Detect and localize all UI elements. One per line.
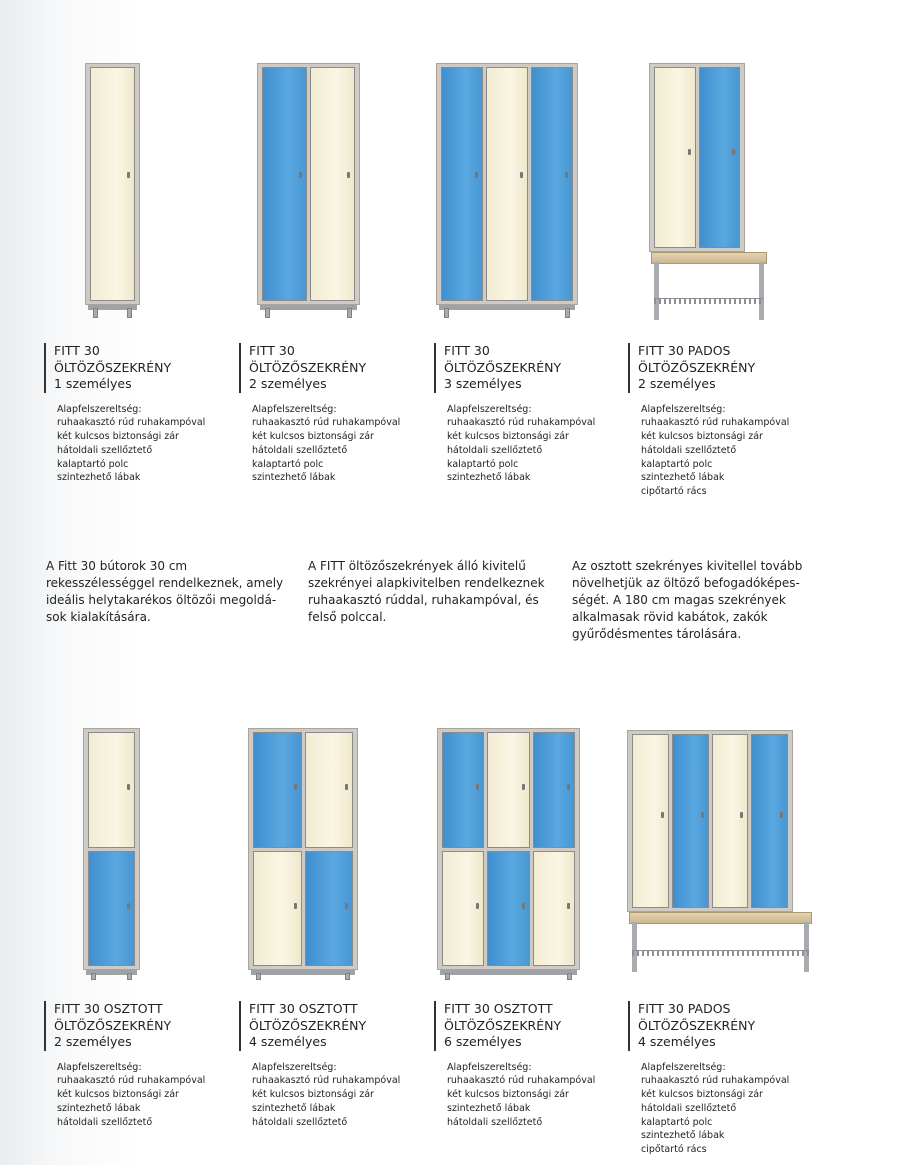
lock-icon: [522, 903, 525, 909]
door-column: [253, 732, 302, 966]
lock-icon: [732, 149, 735, 155]
features-label: Alapfelszereltség:: [252, 1061, 337, 1073]
paragraph-line: ideális helytakarékos öltözői megoldá-: [46, 593, 277, 607]
feature-item: két kulcsos biztonsági zár: [252, 1089, 374, 1101]
product-title: [44, 1001, 235, 1051]
locker-image: [649, 63, 767, 320]
product-title: [628, 343, 819, 393]
locker-door: [441, 67, 483, 301]
product-info: [435, 343, 625, 485]
lock-icon: [345, 784, 348, 790]
feature-item: szintezhető lábak: [252, 1102, 336, 1114]
door-column: [654, 67, 696, 248]
cabinet-base: [260, 305, 357, 310]
cabinet-leg: [91, 973, 96, 980]
lock-icon: [522, 784, 525, 790]
product-name-line: ÖLTÖZŐSZEKRÉNY: [638, 359, 756, 375]
paragraph-line: A FITT öltözőszekrények álló kivitelű: [308, 559, 526, 573]
feature-item: két kulcsos biztonsági zár: [447, 431, 569, 443]
door-column: [310, 67, 355, 301]
feature-item: szintezhető lábak: [252, 472, 336, 484]
feature-list: [641, 403, 819, 500]
lock-icon: [127, 784, 130, 790]
bench-frame: [632, 922, 809, 972]
cabinet-body: [248, 728, 358, 970]
product-info: [629, 343, 819, 499]
cabinet-body: [83, 728, 140, 970]
feature-item: szintezhető lábak: [447, 472, 531, 484]
feature-item: két kulcsos biztonsági zár: [641, 431, 763, 443]
feature-list: [447, 1061, 625, 1130]
cabinet-leg: [265, 308, 270, 318]
cabinet-leg: [345, 973, 350, 980]
lock-icon: [299, 172, 302, 178]
feature-item: hátoldali szellőztető: [447, 444, 543, 456]
feature-item: ruhaakasztó rúd ruhakampóval: [57, 417, 206, 429]
paragraph-line: növelhetjük az öltöző befogadóképes-: [572, 576, 800, 590]
feature-list: [641, 1061, 819, 1158]
bench-leg: [759, 262, 764, 320]
door-column: [486, 67, 528, 301]
feature-item: kalaptartó polc: [57, 458, 129, 470]
paragraph-line: gyűrődésmentes tárolására.: [572, 627, 742, 641]
cabinet-base: [439, 305, 575, 310]
lock-icon: [688, 149, 691, 155]
locker-image: [437, 728, 580, 980]
door-column: [672, 734, 709, 908]
cabinet-leg: [347, 308, 352, 318]
product-name-line: ÖLTÖZŐSZEKRÉNY: [444, 1017, 562, 1033]
lock-icon: [567, 903, 570, 909]
feature-item: két kulcsos biztonsági zár: [252, 431, 374, 443]
lock-icon: [476, 903, 479, 909]
lock-icon: [127, 903, 130, 909]
lock-icon: [127, 172, 130, 178]
feature-item: ruhaakasztó rúd ruhakampóval: [447, 1075, 596, 1087]
lock-icon: [294, 784, 297, 790]
lock-icon: [740, 812, 743, 818]
feature-item: cipőtartó rács: [641, 486, 707, 498]
locker-door: [305, 732, 354, 848]
door-column: [262, 67, 307, 301]
locker-door: [632, 734, 669, 908]
lock-icon: [567, 784, 570, 790]
product-name-line: ÖLTÖZŐSZEKRÉNY: [54, 359, 172, 375]
features-label: Alapfelszereltség:: [252, 403, 337, 415]
shoe-rack: [654, 298, 764, 304]
features-label: Alapfelszereltség:: [447, 1061, 532, 1073]
feature-item: kalaptartó polc: [641, 1116, 713, 1128]
product-name-line: FITT 30: [249, 343, 295, 358]
feature-item: kalaptartó polc: [641, 458, 713, 470]
product-name-line: FITT 30 OSZTOTT: [54, 1001, 163, 1016]
door-column: [712, 734, 749, 908]
feature-item: kalaptartó polc: [252, 458, 324, 470]
product-title: [239, 1001, 430, 1051]
product-title: [628, 1001, 819, 1051]
product-info: [240, 1001, 430, 1129]
product-title: [239, 343, 430, 393]
product-name-line: FITT 30: [54, 343, 100, 358]
paragraph-line: szekrényei alapkivitelben rendelkeznek: [308, 576, 545, 590]
features-label: Alapfelszereltség:: [447, 403, 532, 415]
locker-door: [486, 67, 528, 301]
locker-door: [88, 851, 135, 967]
product-capacity: 4 személyes: [249, 1034, 327, 1049]
cabinet-leg: [444, 308, 449, 318]
shoe-rack: [632, 950, 809, 956]
feature-item: ruhaakasztó rúd ruhakampóval: [641, 1075, 790, 1087]
standing-paragraph: [308, 558, 548, 626]
product-capacity: 4 személyes: [638, 1034, 716, 1049]
feature-item: hátoldali szellőztető: [641, 444, 737, 456]
cabinet-leg: [565, 308, 570, 318]
product-capacity: 2 személyes: [638, 376, 716, 391]
door-column: [533, 732, 575, 966]
product-name-line: FITT 30 OSZTOTT: [249, 1001, 358, 1016]
features-label: Alapfelszereltség:: [641, 1061, 726, 1073]
split-paragraph: [572, 558, 812, 643]
locker-door: [442, 851, 484, 967]
product-info: [435, 1001, 625, 1129]
locker-door: [751, 734, 788, 908]
product-info: [629, 1001, 819, 1157]
cabinet-leg: [256, 973, 261, 980]
product-info: [240, 343, 430, 485]
bench: [629, 912, 812, 972]
product-info: [45, 1001, 235, 1129]
lock-icon: [661, 812, 664, 818]
cabinet-leg: [445, 973, 450, 980]
door-column: [531, 67, 573, 301]
door-column: [487, 732, 529, 966]
locker-door: [533, 851, 575, 967]
paragraph-line: ségét. A 180 cm magas szekrények: [572, 593, 786, 607]
cabinet-body: [649, 63, 745, 252]
door-column: [88, 732, 135, 966]
feature-item: ruhaakasztó rúd ruhakampóval: [447, 417, 596, 429]
locker-image: [257, 63, 360, 318]
features-label: Alapfelszereltség:: [57, 403, 142, 415]
locker-image: [627, 730, 812, 972]
bench-leg: [632, 922, 637, 972]
cabinet-body: [627, 730, 793, 912]
paragraph-line: Az osztott szekrényes kivitellel tovább: [572, 559, 803, 573]
product-capacity: 2 személyes: [54, 1034, 132, 1049]
locker-door: [487, 732, 529, 848]
locker-door: [533, 732, 575, 848]
cabinet-body: [257, 63, 360, 305]
lock-icon: [520, 172, 523, 178]
product-capacity: 2 személyes: [249, 376, 327, 391]
paragraph-line: alkalmasak rövid kabátok, zakók: [572, 610, 768, 624]
locker-image: [85, 63, 140, 318]
product-name-line: ÖLTÖZŐSZEKRÉNY: [638, 1017, 756, 1033]
lock-icon: [475, 172, 478, 178]
lock-icon: [347, 172, 350, 178]
feature-item: hátoldali szellőztető: [252, 444, 348, 456]
lock-icon: [701, 812, 704, 818]
lock-icon: [476, 784, 479, 790]
feature-item: szintezhető lábak: [57, 472, 141, 484]
bench-leg: [654, 262, 659, 320]
product-name-line: ÖLTÖZŐSZEKRÉNY: [444, 359, 562, 375]
product-title: [434, 343, 625, 393]
product-capacity: 6 személyes: [444, 1034, 522, 1049]
features-label: Alapfelszereltség:: [641, 403, 726, 415]
locker-door: [442, 732, 484, 848]
locker-door: [699, 67, 741, 248]
feature-list: [447, 403, 625, 486]
product-name-line: ÖLTÖZŐSZEKRÉNY: [249, 359, 367, 375]
product-capacity: 3 személyes: [444, 376, 522, 391]
feature-item: hátoldali szellőztető: [57, 444, 153, 456]
feature-list: [252, 1061, 430, 1130]
locker-door: [712, 734, 749, 908]
feature-list: [57, 403, 235, 486]
product-title: [44, 343, 235, 393]
paragraph-line: felső polccal.: [308, 610, 387, 624]
paragraph-line: ruhaakasztó rúddal, ruhakampóval, és: [308, 593, 539, 607]
feature-item: szintezhető lábak: [641, 472, 725, 484]
feature-item: két kulcsos biztonsági zár: [57, 431, 179, 443]
locker-door: [310, 67, 355, 301]
locker-door: [487, 851, 529, 967]
feature-item: kalaptartó polc: [447, 458, 519, 470]
product-name-line: FITT 30 PADOS: [638, 343, 731, 358]
product-name-line: ÖLTÖZŐSZEKRÉNY: [54, 1017, 172, 1033]
feature-item: ruhaakasztó rúd ruhakampóval: [641, 417, 790, 429]
cabinet-leg: [93, 308, 98, 318]
lock-icon: [345, 903, 348, 909]
feature-item: két kulcsos biztonsági zár: [57, 1089, 179, 1101]
feature-item: szintezhető lábak: [57, 1102, 141, 1114]
lock-icon: [780, 812, 783, 818]
product-name-line: FITT 30 PADOS: [638, 1001, 731, 1016]
product-title: [434, 1001, 625, 1051]
feature-item: cipőtartó rács: [641, 1144, 707, 1156]
locker-door: [253, 732, 302, 848]
lock-icon: [565, 172, 568, 178]
bench: [651, 252, 767, 320]
product-name-line: ÖLTÖZŐSZEKRÉNY: [249, 1017, 367, 1033]
door-column: [442, 732, 484, 966]
cabinet-leg: [127, 973, 132, 980]
lock-icon: [294, 903, 297, 909]
door-column: [699, 67, 741, 248]
feature-item: szintezhető lábak: [641, 1130, 725, 1142]
product-name-line: FITT 30: [444, 343, 490, 358]
features-label: Alapfelszereltség:: [57, 1061, 142, 1073]
paragraph-line: sok kialakítására.: [46, 610, 151, 624]
feature-item: ruhaakasztó rúd ruhakampóval: [57, 1075, 206, 1087]
feature-item: hátoldali szellőztető: [447, 1116, 543, 1128]
feature-list: [252, 403, 430, 486]
product-capacity: 1 személyes: [54, 376, 132, 391]
cabinet-body: [436, 63, 578, 305]
feature-item: két kulcsos biztonsági zár: [641, 1089, 763, 1101]
door-column: [305, 732, 354, 966]
feature-item: ruhaakasztó rúd ruhakampóval: [252, 417, 401, 429]
cabinet-body: [85, 63, 140, 305]
feature-item: hátoldali szellőztető: [252, 1116, 348, 1128]
locker-door: [672, 734, 709, 908]
product-name-line: FITT 30 OSZTOTT: [444, 1001, 553, 1016]
locker-door: [654, 67, 696, 248]
feature-item: hátoldali szellőztető: [641, 1102, 737, 1114]
locker-door: [305, 851, 354, 967]
locker-door: [253, 851, 302, 967]
locker-door: [531, 67, 573, 301]
cabinet-base: [440, 970, 577, 975]
cabinet-leg: [567, 973, 572, 980]
door-column: [751, 734, 788, 908]
intro-paragraph: [46, 558, 286, 626]
paragraph-line: A Fitt 30 bútorok 30 cm: [46, 559, 188, 573]
locker-image: [436, 63, 578, 318]
door-column: [90, 67, 135, 301]
cabinet-body: [437, 728, 580, 970]
paragraph-line: rekesszélességgel rendelkeznek, amely: [46, 576, 284, 590]
bench-frame: [654, 262, 764, 320]
feature-list: [57, 1061, 235, 1130]
feature-item: két kulcsos biztonsági zár: [447, 1089, 569, 1101]
door-column: [632, 734, 669, 908]
locker-image: [248, 728, 358, 980]
bench-leg: [804, 922, 809, 972]
feature-item: hátoldali szellőztető: [57, 1116, 153, 1128]
cabinet-leg: [127, 308, 132, 318]
feature-item: ruhaakasztó rúd ruhakampóval: [252, 1075, 401, 1087]
door-column: [441, 67, 483, 301]
cabinet-base: [251, 970, 355, 975]
locker-door: [88, 732, 135, 848]
product-info: [45, 343, 235, 485]
locker-image: [83, 728, 140, 980]
locker-door: [262, 67, 307, 301]
locker-door: [90, 67, 135, 301]
feature-item: szintezhető lábak: [447, 1102, 531, 1114]
